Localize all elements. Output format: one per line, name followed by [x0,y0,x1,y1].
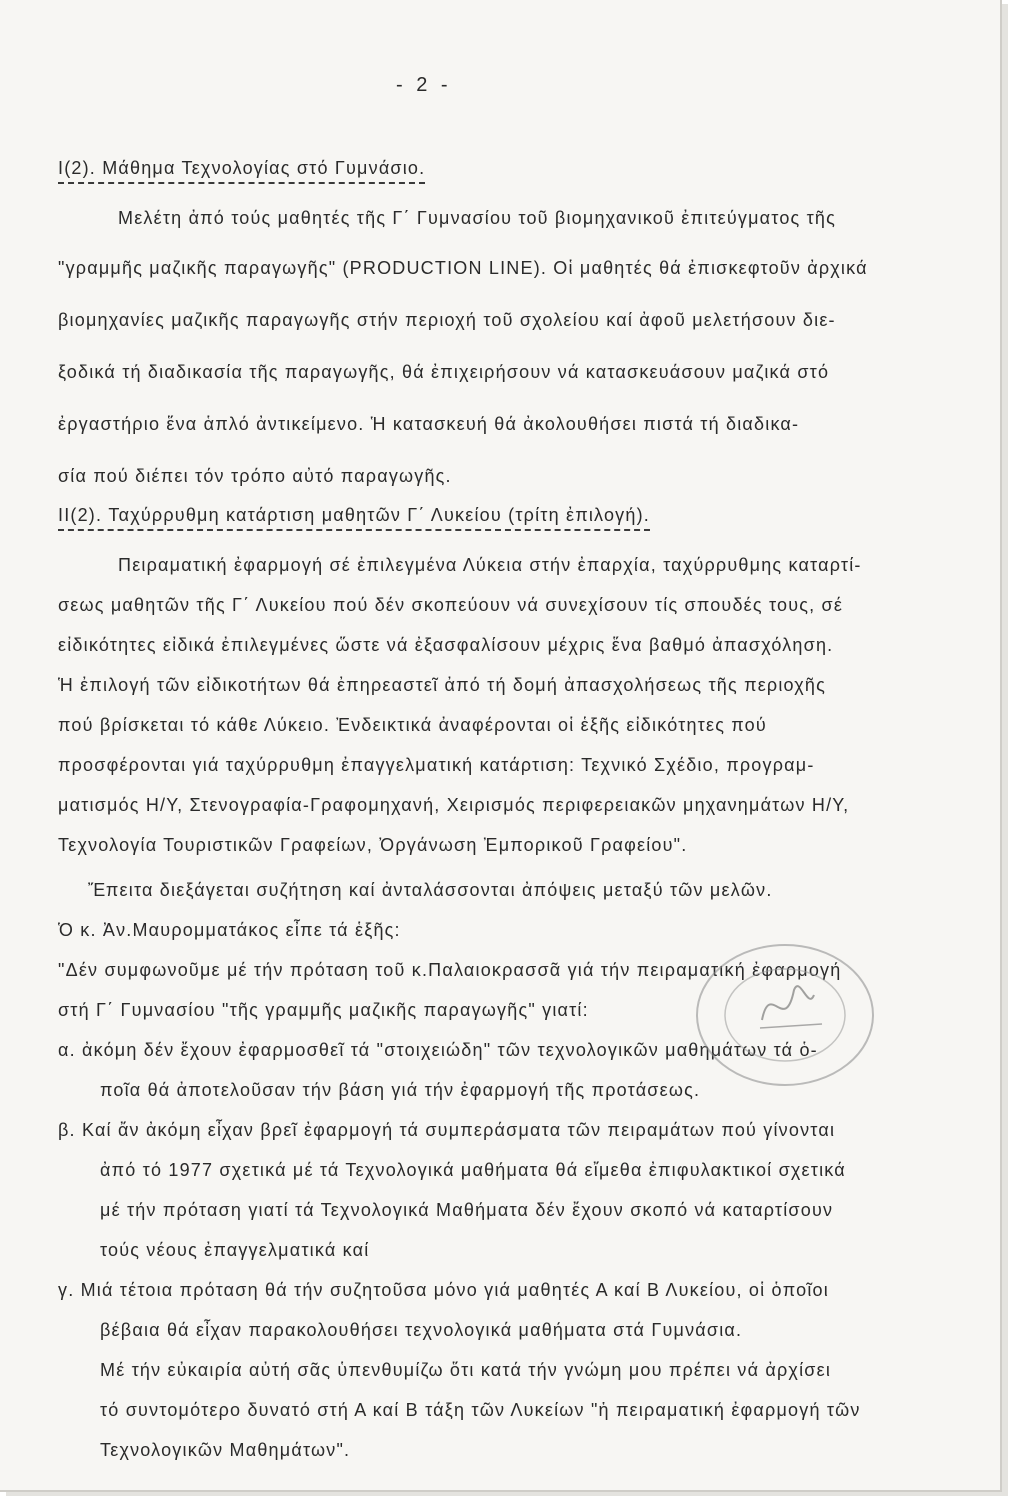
discussion-line: "Δέν συμφωνοῦμε μέ τήν πρόταση τοῦ κ.Παλαιοκρασσᾶ γιά τήν πειραματική ἐφαρμογή [58,960,842,980]
discussion-line: βέβαια θά εἶχαν παρακολουθήσει τεχνολογικά μαθήματα στά Γυμνάσια. [100,1320,743,1340]
discussion-item-b: β. Καί ἄν ἀκόμη εἶχαν βρεῖ ἐφαρμογή τά συμπεράσματα τῶν πειραμάτων πού γίνονται [58,1120,836,1140]
section2-line: Τεχνολογία Τουριστικῶν Γραφείων, Ὀργάνωση Ἐμπορικοῦ Γραφείου". [58,835,688,855]
section2-line: Πειραματική ἐφαρμογή σέ ἐπιλεγμένα Λύκεια στήν ἐπαρχία, ταχύρρυθμης καταρτί- [118,555,862,575]
section2-line: ματισμός Η/Υ, Στενογραφία-Γραφομηχανή, Χειρισμός περιφερειακῶν μηχανημάτων Η/Υ, [58,795,850,815]
discussion-line: Μέ τήν εὐκαιρία αὐτή σᾶς ὑπενθυμίζω ὅτι κατά τήν γνώμη μου πρέπει νά ἀρχίσει [100,1360,832,1380]
section2-line: Ἡ ἐπιλογή τῶν εἰδικοτήτων θά ἐπηρεαστεῖ ἀπό τή δομή ἀπασχολήσεως τῆς περιοχῆς [58,675,827,695]
discussion-line: τό συντομότερο δυνατό στή Α καί Β τάξη τῶν Λυκείων "ἡ πειραματική ἐφαρμογή τῶν [100,1400,861,1420]
section1-line: Μελέτη ἀπό τούς μαθητές τῆς Γ΄ Γυμνασίου τοῦ βιομηχανικοῦ ἐπιτεύγματος τῆς [118,208,836,228]
discussion-line: μέ τήν πρόταση γιατί τά Τεχνολογικά Μαθήματα δέν ἔχουν σκοπό νά καταρτίσουν [100,1200,834,1220]
page-number: - 2 - [396,74,452,96]
section2-heading: II(2). Ταχύρρυθμη κατάρτιση μαθητῶν Γ΄ Λυκείου (τρίτη ἐπιλογή). [58,505,650,531]
discussion-item-c: γ. Μιά τέτοια πρόταση θά τήν συζητοῦσα μόνο γιά μαθητές Α καί Β Λυκείου, οἱ ὁποῖοι [58,1280,829,1300]
section2-line: πού βρίσκεται τό κάθε Λύκειο. Ἐνδεικτικά ἀναφέρονται οἱ ἑξῆς εἰδικότητες πού [58,715,767,735]
discussion-line: ἀπό τό 1977 σχετικά μέ τά Τεχνολογικά μαθήματα θά εἴμεθα ἐπιφυλακτικοί σχετικά [100,1160,846,1180]
discussion-line: στή Γ΄ Γυμνασίου "τῆς γραμμῆς μαζικῆς παραγωγῆς" γιατί: [58,1000,589,1020]
section2-line: σεως μαθητῶν τῆς Γ΄ Λυκείου πού δέν σκοπεύουν νά συνεχίσουν τίς σπουδές τους, σέ [58,595,844,615]
section1-line: ἐργαστήριο ἕνα ἁπλό ἀντικείμενο. Ἡ κατασκευή θά ἀκολουθήσει πιστά τή διαδικα- [58,414,800,434]
section1-line: ξοδικά τή διαδικασία τῆς παραγωγῆς, θά ἐπιχειρήσουν νά κατασκευάσουν μαζικά στό [58,362,830,382]
section1-line: "γραμμῆς μαζικῆς παραγωγῆς" (PRODUCTION LINE). Οἱ μαθητές θά ἐπισκεφτοῦν ἀρχικά [58,258,868,278]
section1-line: σία πού διέπει τόν τρόπο αὐτό παραγωγῆς. [58,466,452,486]
section2-line: εἰδικότητες εἰδικά ἐπιλεγμένες ὥστε νά ἐξασφαλίσουν μέχρις ἕνα βαθμό ἀπασχόληση. [58,635,834,655]
section1-heading: I(2). Μάθημα Τεχνολογίας στό Γυμνάσιο. [58,158,425,184]
official-stamp [690,940,880,1090]
discussion-line: ποῖα θά ἀποτελοῦσαν τήν βάση γιά τήν ἐφαρμογή τῆς προτάσεως. [100,1080,701,1100]
section1-line: βιομηχανίες μαζικῆς παραγωγῆς στήν περιοχή τοῦ σχολείου καί ἀφοῦ μελετήσουν διε- [58,310,836,330]
discussion-line: Ὁ κ. Ἀν.Μαυρομματάκος εἶπε τά ἑξῆς: [58,920,401,940]
section2-line: προσφέρονται γιά ταχύρρυθμη ἐπαγγελματική κατάρτιση: Τεχνικό Σχέδιο, προγραμ- [58,755,815,775]
discussion-line: τούς νέους ἐπαγγελματικά καί [100,1240,370,1260]
discussion-line: Τεχνολογικῶν Μαθημάτων". [100,1440,351,1460]
discussion-line: Ἔπειτα διεξάγεται συζήτηση καί ἀνταλάσσονται ἀπόψεις μεταξύ τῶν μελῶν. [88,880,773,900]
discussion-item-a: α. ἀκόμη δέν ἔχουν ἐφαρμοσθεῖ τά "στοιχειώδη" τῶν τεχνολογικῶν μαθημάτων τά ὁ- [58,1040,818,1060]
